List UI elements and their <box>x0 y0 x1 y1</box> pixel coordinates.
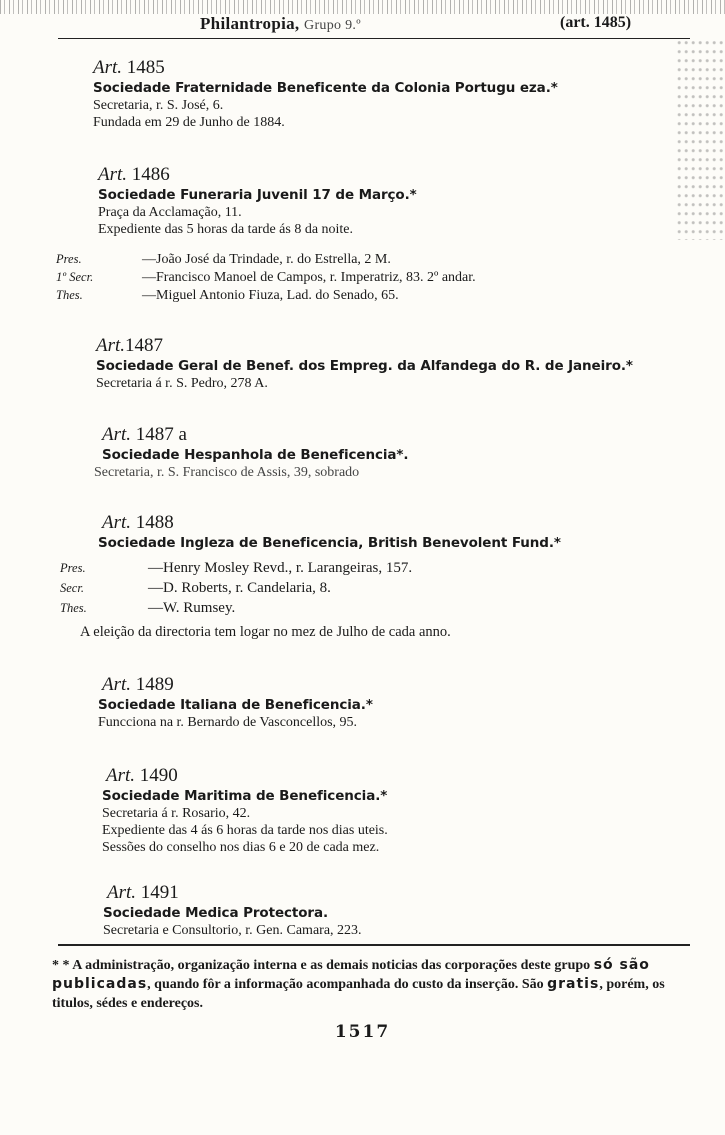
header-rule <box>58 38 690 39</box>
footnote: * * A administração, organização interna e as demais noticias das corporações deste grupo só são publicadas, quando fôr a informação acompanhada do custo da inserção. São gratis, porém, os titulos, sédes e endereços. <box>52 957 665 1011</box>
officer-role: Thes. <box>56 288 83 302</box>
officer-row <box>56 251 391 268</box>
entry-1490 <box>102 765 388 856</box>
officer-text: —Henry Mosley Revd., r. Larangeiras, 157. <box>148 560 413 576</box>
officer-row <box>56 287 399 304</box>
officer-text: —Miguel Antonio Fiuza, Lad. do Senado, 65. <box>142 288 399 303</box>
entry-line: Funcciona na r. Bernardo de Vasconcellos, 95. <box>98 715 358 730</box>
officer-role: Thes. <box>60 601 87 615</box>
footnote-emphasis: só são publicadas <box>52 957 650 992</box>
entry-line: Praça da Acclamação, 11. <box>98 205 242 220</box>
scan-noise <box>0 0 725 14</box>
officer-row <box>60 600 235 617</box>
society-name: Sociedade Maritima de Beneficencia.* <box>102 788 388 804</box>
footnote-rule <box>58 944 690 946</box>
margin-scan-noise <box>675 40 725 240</box>
officer-text: —W. Rumsey. <box>148 600 236 616</box>
entry-1487 <box>96 335 633 392</box>
entry-1486 <box>98 164 417 238</box>
entry-line: Secretaria, r. S. Francisco de Assis, 39, sobrado <box>94 465 360 480</box>
officer-text: —Francisco Manoel de Campos, r. Imperatriz, 83. 2º andar. <box>142 270 476 285</box>
officer-text: —João José da Trindade, r. do Estrella, 2 M. <box>142 252 391 267</box>
art-heading: Art. 1489 <box>102 674 174 695</box>
entry-line: Sessões do conselho nos dias 6 e 20 de cada mez. <box>102 840 380 855</box>
entry-line: Secretaria, r. S. José, 6. <box>93 98 224 113</box>
entry-1489 <box>98 674 373 731</box>
page-number: 1517 <box>334 1022 391 1042</box>
entry-1491 <box>103 882 362 939</box>
society-name: Sociedade Geral de Benef. dos Empreg. da Alfandega do R. de Janeiro.* <box>96 358 633 374</box>
running-subtitle: Grupo 9.º <box>304 18 361 33</box>
art-heading: Art. 1488 <box>102 512 174 533</box>
entry-1485 <box>93 57 558 131</box>
entry-line: Fundada em 29 de Junho de 1884. <box>93 115 285 130</box>
art-heading: Art. 1490 <box>106 765 178 786</box>
art-heading: Art.1487 <box>96 335 164 356</box>
officer-role: 1º Secr. <box>56 270 94 284</box>
art-heading: Art. 1486 <box>98 164 170 185</box>
running-art-ref: (art. 1485) <box>560 14 632 31</box>
officer-row <box>60 560 412 577</box>
officer-role: Secr. <box>60 581 84 595</box>
art-heading: Art. 1487 a <box>102 424 187 445</box>
society-name: Sociedade Hespanhola de Beneficencia*. <box>102 447 409 463</box>
entry-1487a <box>94 424 408 481</box>
officer-role: Pres. <box>56 252 82 266</box>
society-name: Sociedade Italiana de Beneficencia.* <box>98 697 373 713</box>
entry-line: Secretaria e Consultorio, r. Gen. Camara, 223. <box>103 923 362 938</box>
page-header <box>0 0 725 40</box>
officer-row <box>60 580 331 597</box>
society-name: Sociedade Ingleza de Beneficencia, British Benevolent Fund.* <box>98 535 561 551</box>
society-name: Sociedade Fraternidade Beneficente da Colonia Portugu eza.* <box>93 80 558 96</box>
footnote-emphasis: gratis <box>547 976 600 992</box>
officer-text: —D. Roberts, r. Candelaria, 8. <box>148 580 331 596</box>
running-title: Philantropia, Grupo 9.º <box>200 14 361 33</box>
officer-role: Pres. <box>60 561 86 575</box>
entry-line: Expediente das 5 horas da tarde ás 8 da noite. <box>98 222 354 237</box>
society-name: Sociedade Funeraria Juvenil 17 de Março.* <box>98 187 417 203</box>
entry-line: Secretaria á r. Rosario, 42. <box>102 806 251 821</box>
society-name: Sociedade Medica Protectora. <box>103 905 329 921</box>
art-heading: Art. 1491 <box>107 882 179 903</box>
entry-line: Expediente das 4 ás 6 horas da tarde nos dias uteis. <box>102 823 388 838</box>
election-note: A eleição da directoria tem logar no mez de Julho de cada anno. <box>80 624 451 640</box>
art-heading: Art. 1485 <box>93 57 165 78</box>
officer-row <box>56 269 476 286</box>
entry-line: Secretaria á r. S. Pedro, 278 A. <box>96 376 268 391</box>
entry-1488 <box>98 512 561 552</box>
